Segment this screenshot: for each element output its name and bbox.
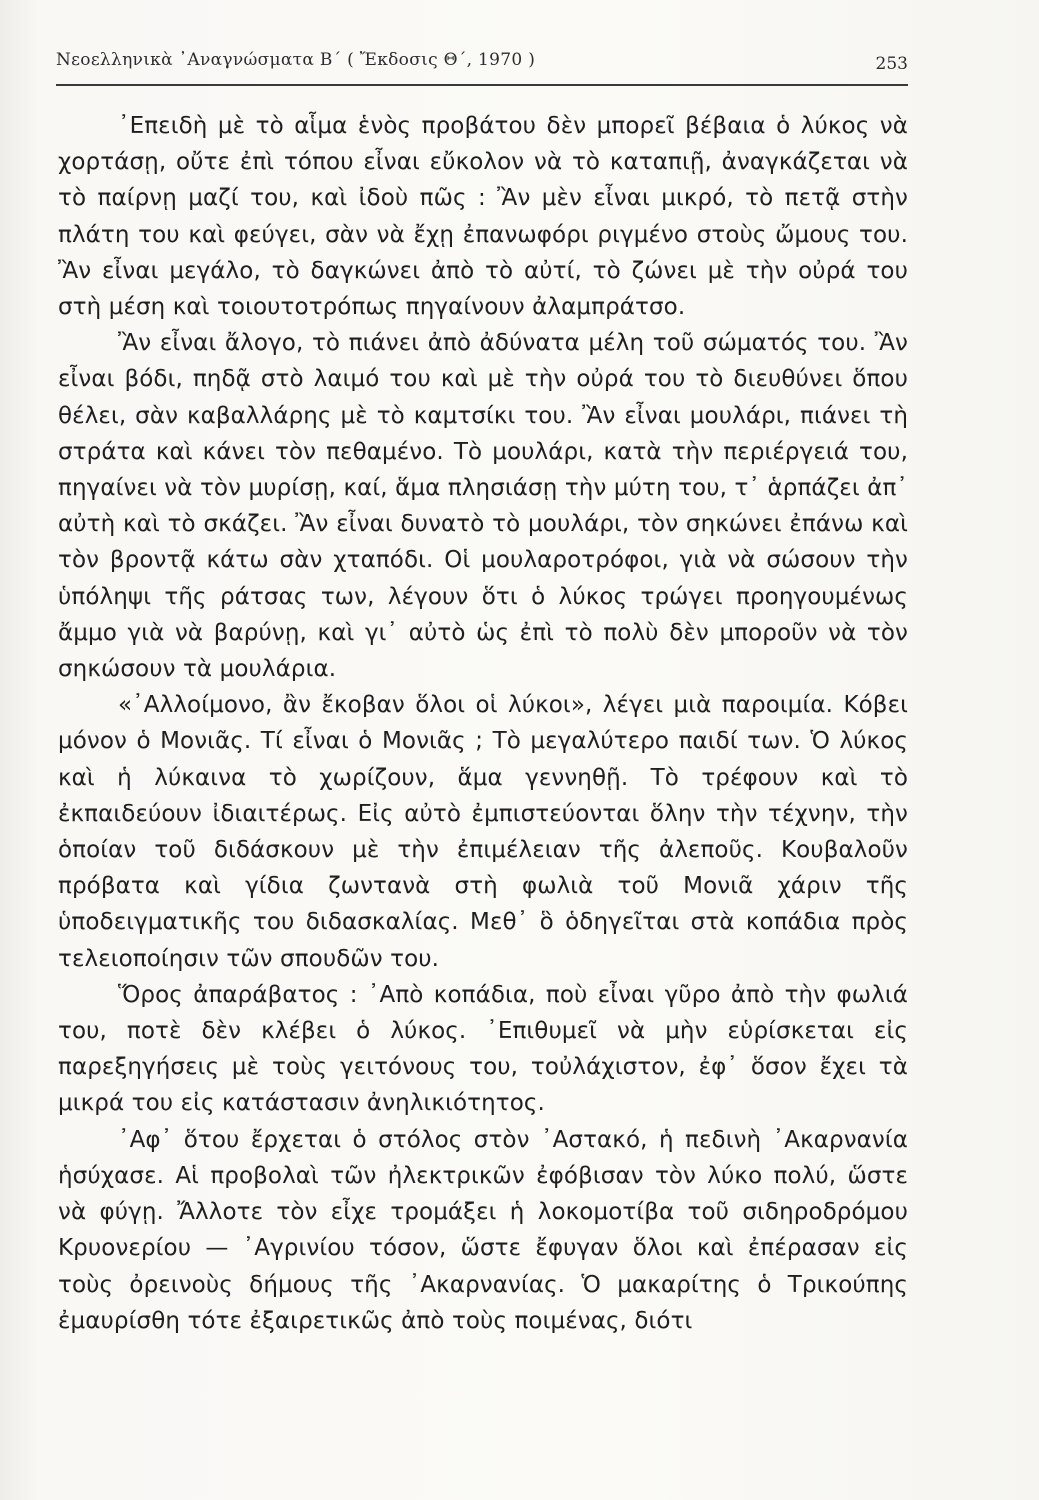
body-text [58, 108, 908, 1339]
paragraph: «᾿Αλλοίμονο, ἂν ἔκοβαν ὅλοι οἱ λύκοι», λέγει μιὰ παροιμία. Κόβει μόνον ὁ Μονιᾶς. Τί εἶναι ὁ Μονιᾶς ; Τὸ μεγαλύτερο παιδί των. Ὁ λύκος καὶ ἡ λύκαινα τὸ χωρίζουν, ἅμα γεννηθῇ. Τὸ τρέφουν καὶ τὸ ἐκπαιδεύουν ἰδιαιτέρως. Εἰς αὐτὸ ἐμπιστεύονται ὅλην τὴν τέχνην, τὴν ὁποίαν τοῦ διδάσκουν μὲ τὴν ἐπιμέλειαν τῆς ἀλεποῦς. Κουβαλοῦν πρόβατα καὶ γίδια ζωντανὰ στὴ φωλιὰ τοῦ Μονιᾶ χάριν τῆς ὑποδειγματικῆς του διδασκαλίας. Μεθ᾿ ὃ ὁδηγεῖται στὰ κοπάδια πρὸς τελειοποίησιν τῶν σπουδῶν του. [58, 692, 908, 972]
paragraph: Ὅρος ἀπαράβατος : ᾿Απὸ κοπάδια, ποὺ εἶναι γῦρο ἀπὸ τὴν φωλιά του, ποτὲ δὲν κλέβει ὁ λύκος. ᾿Επιθυμεῖ νὰ μὴν εὑρίσκεται εἰς παρεξηγήσεις μὲ τοὺς γειτόνους του, τοὐλάχιστον, ἐφ᾿ ὅσον ἔχει τὰ μικρά του εἰς κατάστασιν ἀνηλικιότητος. [58, 981, 908, 1117]
paragraph: Ἂν εἶναι ἄλογο, τὸ πιάνει ἀπὸ ἀδύνατα μέλη τοῦ σώματός του. Ἂν εἶναι βόδι, πηδᾷ στὸ λαιμό του καὶ μὲ τὴν οὐρά του τὸ διευθύνει ὅπου θέλει, σὰν καβαλλάρης μὲ τὸ καμτσίκι του. Ἂν εἶναι μουλάρι, πιάνει τὴ στράτα καὶ κάνει τὸν πεθαμένο. Τὸ μουλάρι, κατὰ τὴν περιέργειά του, πηγαίνει νὰ τὸν μυρίσῃ, καί, ἅμα πλησιάσῃ τὴν μύτη του, τ᾿ ἁρπάζει ἀπ᾿ αὐτὴ καὶ τὸ σκάζει. Ἂν εἶναι δυνατὸ τὸ μουλάρι, τὸν σηκώνει ἐπάνω καὶ τὸν βροντᾷ κάτω σὰν χταπόδι. Οἱ μουλαροτρόφοι, γιὰ νὰ σώσουν τὴν ὑπόληψι τῆς ράτσας των, λέγουν ὅτι ὁ λύκος τρώγει προηγουμένως ἄμμο γιὰ νὰ βαρύνῃ, καὶ γι᾿ αὐτὸ ὡς ἐπὶ τὸ πολὺ δὲν μποροῦν νὰ τὸν σηκώσουν τὰ μουλάρια. [58, 330, 908, 683]
page-header [56, 40, 908, 76]
paragraph: ᾿Αφ᾿ ὅτου ἔρχεται ὁ στόλος στὸν ᾿Αστακό, ἡ πεδινὴ ᾿Ακαρνανία ἡσύχασε. Αἱ προβολαὶ τῶν ἠλεκτρικῶν ἐφόβισαν τὸν λύκο πολύ, ὥστε νὰ φύγῃ. Ἄλλοτε τὸν εἶχε τρομάξει ἡ λοκομοτίβα τοῦ σιδηροδρόμου Κρυονερίου — ᾿Αγρινίου τόσον, ὥστε ἔφυγαν ὅλοι καὶ ἐπέρασαν εἰς τοὺς ὀρεινοὺς δήμους τῆς ᾿Ακαρνανίας. Ὁ μακαρίτης ὁ Τρικούπης ἐμαυρίσθη τότε ἐξαιρετικῶς ἀπὸ τοὺς ποιμένας, διότι [58, 1126, 908, 1334]
page-number: 253 [875, 54, 908, 74]
paragraph: ᾿Επειδὴ μὲ τὸ αἷμα ἑνὸς προβάτου δὲν μπορεῖ βέβαια ὁ λύκος νὰ χορτάσῃ, οὔτε ἐπὶ τόπου εἶναι εὔκολον νὰ τὸ καταπιῇ, ἀναγκάζεται νὰ τὸ παίρνῃ μαζί του, καὶ ἰδοὺ πῶς : Ἂν μὲν εἶναι μικρό, τὸ πετᾷ στὴν πλάτη του καὶ φεύγει, σὰν νὰ ἔχῃ ἐπανωφόρι ριγμένο στοὺς ὤμους του. Ἂν εἶναι μεγάλο, τὸ δαγκώνει ἀπὸ τὸ αὐτί, τὸ ζώνει μὲ τὴν οὐρά του στὴ μέση καὶ τοιουτοτρόπως πηγαίνουν ἀλαμπράτσο. [58, 113, 908, 321]
running-title: Νεοελληνικὰ ᾿Αναγνώσματα Β΄ ( Ἔκδοσις Θ΄, 1970 ) [56, 50, 536, 70]
header-rule [56, 84, 908, 86]
